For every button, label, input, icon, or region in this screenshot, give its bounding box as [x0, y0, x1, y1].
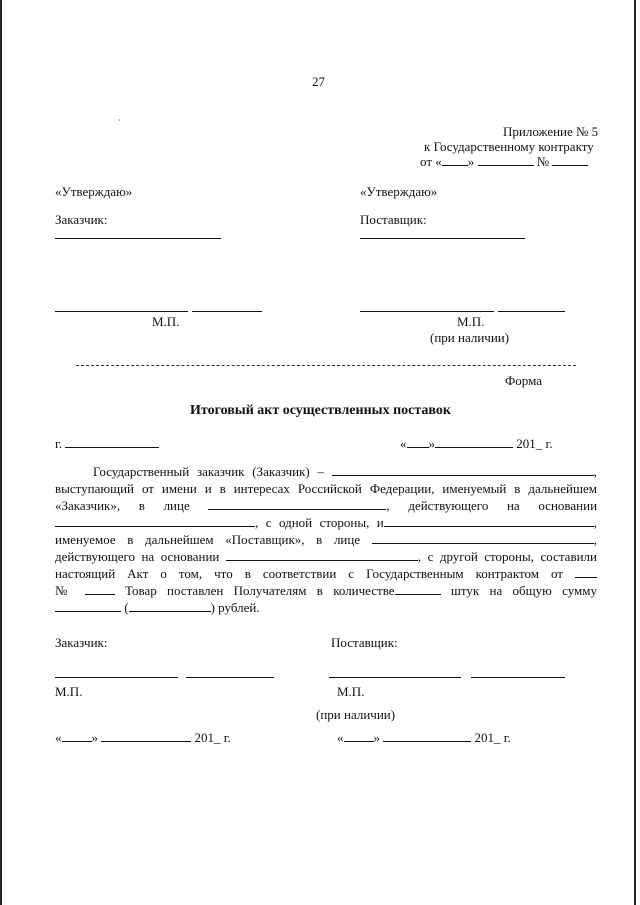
body-line-8 [55, 583, 597, 599]
body-l5-text: именуемое в дальнейшем «Поставщик», в лице [55, 532, 361, 547]
sign-customer-decode-line [186, 677, 274, 678]
supplier-name-line [360, 238, 525, 239]
act-date-year: 201_ г. [516, 436, 553, 451]
dashed-separator [76, 365, 576, 366]
appendix-date-close: » [467, 154, 475, 169]
bottom-date-right-month-blank [383, 730, 471, 742]
customer-name-line [55, 238, 221, 239]
appendix-line-2: к Государственному контракту [424, 139, 594, 154]
body-l7-text: настоящий Акт о том, что в соответствии с Государственным контрактом от [55, 566, 563, 581]
body-line-3 [55, 498, 597, 514]
city-blank [65, 436, 159, 448]
sign-customer-label: Заказчик: [55, 635, 108, 650]
sum-digits-blank [55, 600, 121, 612]
customer-signature-decode-line [192, 311, 262, 312]
customer-representative-blank [208, 498, 386, 510]
customer-basis-blank [55, 515, 255, 527]
body-l4-text: , с одной стороны, и [255, 515, 384, 530]
body-l4-comma: , [593, 515, 597, 530]
body-l6-text-b: , с другой стороны, составили [417, 549, 597, 564]
sign-mp-left: М.П. [55, 684, 83, 699]
approve-left: «Утверждаю» [55, 184, 133, 199]
supplier-signature-decode-line [498, 311, 565, 312]
sign-mp-right: М.П. [337, 684, 365, 699]
act-date-field [400, 436, 553, 452]
body-l5-comma: , [593, 532, 598, 547]
scan-edge-right [634, 0, 636, 905]
supplier-name-blank [384, 515, 594, 527]
bottom-date-left-month-blank [101, 730, 191, 742]
body-l9-text: ) рублей. [210, 600, 260, 615]
city-field [55, 436, 159, 452]
contract-date-blank [575, 566, 597, 578]
body-line-7 [55, 566, 597, 582]
scan-edge-left [0, 0, 2, 905]
body-l3-text-b: , действующего на основании [386, 498, 598, 513]
appendix-number-sign: № [536, 154, 550, 169]
bottom-date-right-year: 201_ г. [474, 730, 511, 745]
appendix-number-blank [552, 154, 588, 166]
approve-right: «Утверждаю» [360, 184, 438, 199]
body-l8-text: Товар поставлен Получателям в количестве [125, 583, 395, 598]
bottom-date-right-open: « [337, 730, 344, 745]
sign-supplier-label: Поставщик: [331, 635, 398, 650]
body-l1-comma: , [593, 464, 597, 479]
bottom-date-left-day-blank [62, 730, 92, 742]
supplier-label: Поставщик: [360, 212, 427, 227]
body-line-9 [55, 600, 260, 616]
supplier-signature-line [360, 311, 494, 312]
body-line-1 [93, 464, 597, 480]
form-label: Форма [505, 373, 542, 388]
customer-signature-line [55, 311, 188, 312]
appendix-month-blank [478, 154, 534, 166]
quantity-blank [395, 583, 441, 595]
customer-name-blank [332, 464, 594, 476]
bottom-date-right-day-blank [344, 730, 374, 742]
sign-if-any: (при наличии) [316, 707, 396, 722]
contract-number-blank [85, 583, 115, 595]
sign-customer-line [55, 677, 178, 678]
scan-speck: · [118, 116, 121, 125]
act-day-blank [407, 436, 429, 448]
body-line-4 [55, 515, 597, 531]
appendix-line-3 [420, 154, 588, 170]
body-line-5 [55, 532, 597, 548]
body-l3-text: «Заказчик», в лице [55, 498, 190, 513]
act-date-close: » [428, 436, 435, 451]
bottom-date-left-year: 201_ г. [194, 730, 231, 745]
page-number: 27 [312, 74, 325, 89]
supplier-representative-blank [372, 532, 594, 544]
appendix-line-1: Приложение № 5 [503, 124, 599, 139]
stamp-if-any: (при наличии) [430, 330, 510, 345]
bottom-date-left-open: « [55, 730, 62, 745]
supplier-basis-blank [226, 549, 418, 561]
body-line-2: выступающий от имени и в интересах Российской Федерации, именуемый в дальнейшем [55, 481, 597, 496]
bottom-date-left [55, 730, 231, 746]
body-l9-paren-open: ( [124, 600, 129, 615]
appendix-day-blank [442, 154, 468, 166]
stamp-mp-right: М.П. [457, 314, 485, 329]
document-title: Итоговый акт осуществленных поставок [190, 403, 451, 418]
body-line-6 [55, 549, 597, 565]
sign-supplier-line [329, 677, 461, 678]
bottom-date-right-close: » [373, 730, 380, 745]
customer-label: Заказчик: [55, 212, 108, 227]
stamp-mp-left: М.П. [152, 314, 180, 329]
body-l6-text: действующего на основании [55, 549, 220, 564]
body-l8-text-b: штук на общую сумму [450, 583, 598, 598]
act-month-blank [435, 436, 513, 448]
sign-supplier-decode-line [471, 677, 565, 678]
sum-words-blank [129, 600, 211, 612]
appendix-date-open: от « [420, 154, 442, 169]
body-l1-text: Государственный заказчик (Заказчик) – [93, 464, 324, 479]
body-l8-number-sign: № [55, 583, 75, 598]
bottom-date-left-close: » [91, 730, 98, 745]
city-prefix: г. [55, 436, 63, 451]
act-date-open: « [400, 436, 407, 451]
bottom-date-right [337, 730, 511, 746]
